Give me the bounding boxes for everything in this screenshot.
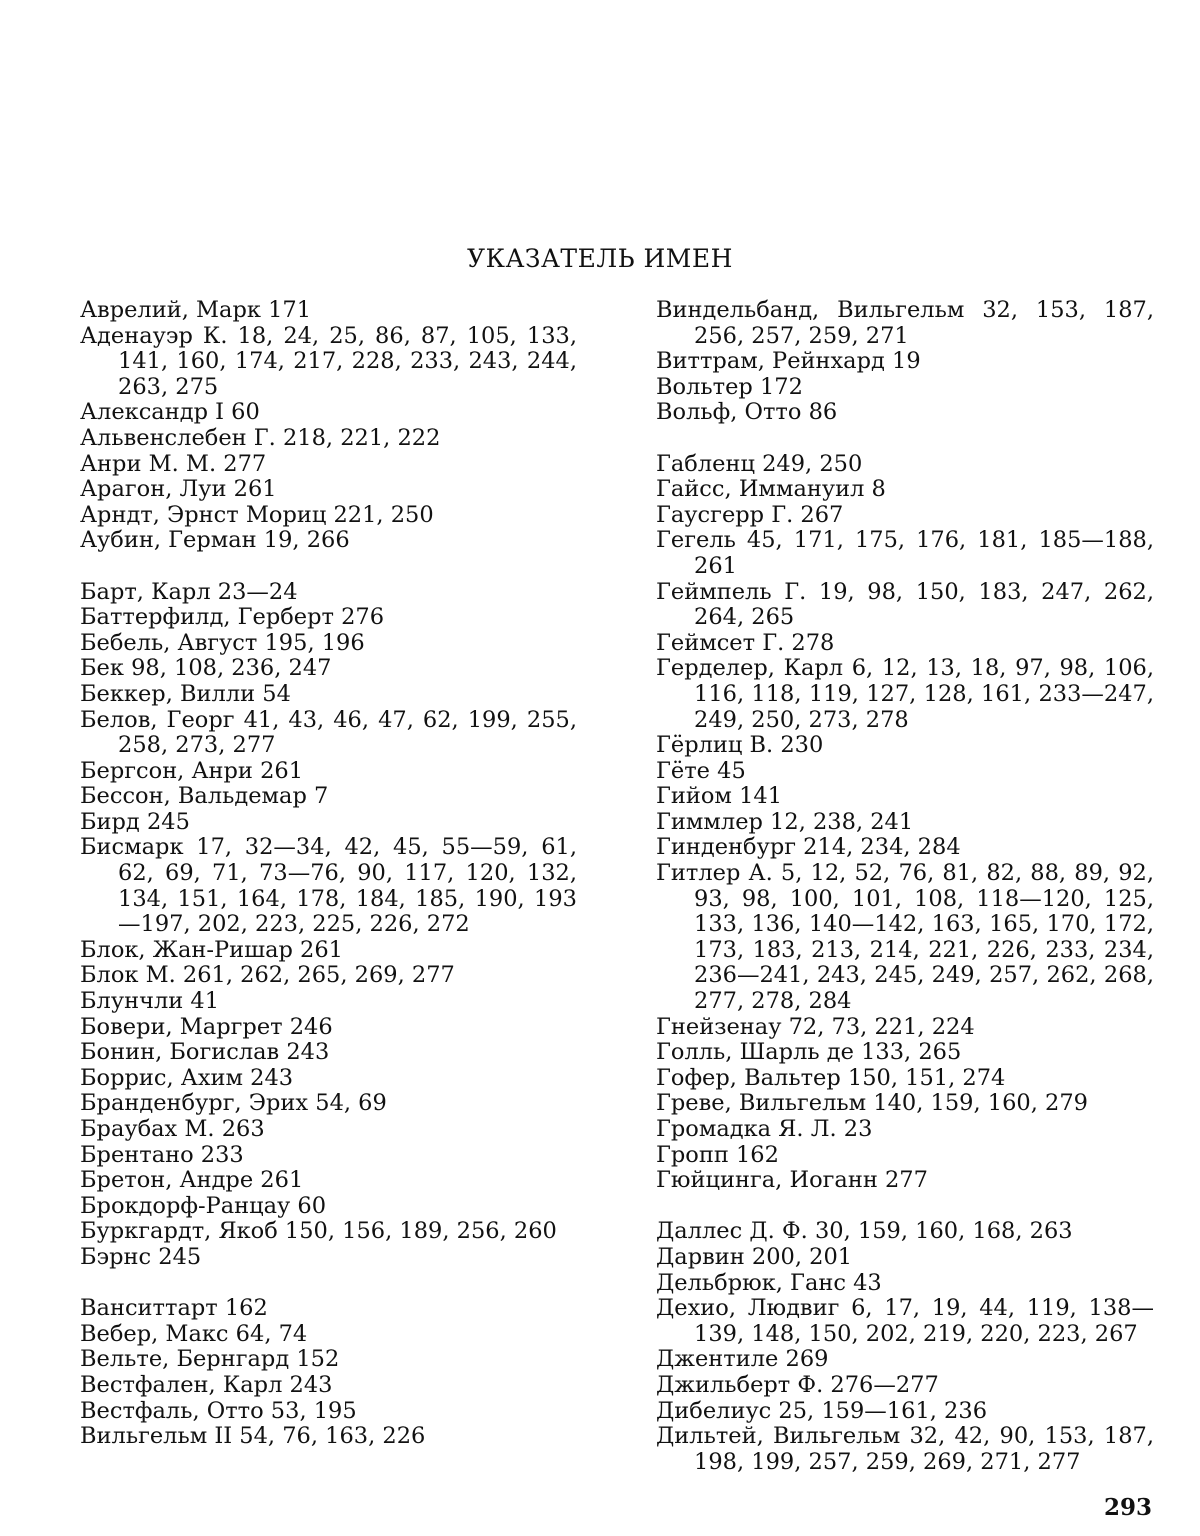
index-entry: Геймсет Г. 278 (656, 629, 835, 656)
index-entry: Дельбрюк, Ганс 43 (656, 1269, 882, 1296)
index-entry: Гнейзенау 72, 73, 221, 224 (656, 1013, 975, 1040)
index-entry: Белов, Георг 41, 43, 46, 47, 62, 199, 255, 258, 273, 277 (80, 706, 577, 759)
index-entry: Гёте 45 (656, 757, 746, 784)
index-entry: Боррис, Ахим 243 (80, 1064, 294, 1091)
index-entry: Ванситтарт 162 (80, 1295, 268, 1322)
index-entry: Габленц 249, 250 (656, 450, 863, 477)
index-entry: Бирд 245 (80, 808, 190, 835)
index-entry: Аубин, Герман 19, 266 (80, 527, 350, 554)
index-column-right (656, 298, 1154, 1475)
index-entry: Гинденбург 214, 234, 284 (656, 834, 961, 861)
index-entry: Блунчли 41 (80, 988, 220, 1015)
letter-group-gap (656, 426, 1154, 452)
index-entry: Блок, Жан-Ришар 261 (80, 936, 344, 963)
index-entry: Гюйцинга, Иоганн 277 (656, 1167, 928, 1194)
letter-group-gap (656, 1194, 1154, 1220)
index-entry: Геймпель Г. 19, 98, 150, 183, 247, 262, 264, 265 (656, 578, 1154, 631)
index-entry: Виндельбанд, Вильгельм 32, 153, 187, 256, 257, 259, 271 (656, 297, 1154, 349)
index-entry: Вельте, Бернгард 152 (80, 1346, 340, 1373)
index-entry: Баттерфилд, Герберт 276 (80, 604, 385, 631)
index-entry: Дехио, Людвиг 6, 17, 19, 44, 119, 138—139, 148, 150, 202, 219, 220, 223, 267 (656, 1295, 1154, 1347)
index-entry: Гегель 45, 171, 175, 176, 181, 185—188, 261 (656, 527, 1154, 579)
index-entry: Анри М. М. 277 (80, 450, 267, 477)
page-number: 293 (1103, 1494, 1152, 1521)
index-entry: Бовери, Маргрет 246 (80, 1013, 333, 1040)
letter-group-gap (80, 1271, 577, 1297)
index-entry: Вестфаль, Отто 53, 195 (80, 1397, 357, 1424)
index-entry: Дарвин 200, 201 (656, 1243, 853, 1270)
index-entry: Альвенслебен Г. 218, 221, 222 (80, 424, 441, 451)
index-entry: Гёрлиц В. 230 (656, 732, 824, 759)
index-entry: Виттрам, Рейнхард 19 (656, 348, 921, 375)
index-entry: Дибелиус 25, 159—161, 236 (656, 1397, 988, 1424)
index-entry: Гиммлер 12, 238, 241 (656, 808, 914, 835)
index-entry: Герделер, Карл 6, 12, 13, 18, 97, 98, 106, 116, 118, 119, 127, 128, 161, 233—247, 249, 250, 273, 278 (656, 655, 1154, 733)
index-entry: Арагон, Луи 261 (80, 476, 277, 503)
index-entry: Греве, Вильгельм 140, 159, 160, 279 (656, 1090, 1088, 1117)
index-entry: Вебер, Макс 64, 74 (80, 1320, 308, 1347)
index-entry: Бонин, Богислав 243 (80, 1039, 330, 1066)
index-entry: Громадка Я. Л. 23 (656, 1116, 873, 1142)
index-entry: Беккер, Вилли 54 (80, 680, 291, 707)
index-entry: Аденауэр К. 18, 24, 25, 86, 87, 105, 133, 141, 160, 174, 217, 228, 233, 243, 244, 263, 275 (80, 322, 577, 400)
index-entry: Брентано 233 (80, 1141, 244, 1168)
index-entry: Бэрнс 245 (80, 1243, 202, 1270)
index-entry: Блок М. 261, 262, 265, 269, 277 (80, 962, 455, 989)
index-entry: Гаусгерр Г. 267 (656, 501, 844, 528)
index-entry: Брокдорф-Ранцау 60 (80, 1192, 327, 1219)
index-entry: Гропп 162 (656, 1141, 779, 1168)
index-entry: Аврелий, Марк 171 (80, 297, 312, 323)
index-entry: Вестфален, Карл 243 (80, 1371, 333, 1398)
index-entry: Бек 98, 108, 236, 247 (80, 655, 332, 682)
index-entry: Вильгельм II 54, 76, 163, 226 (80, 1423, 426, 1450)
letter-group-gap (80, 554, 577, 580)
index-entry: Джентиле 269 (656, 1346, 829, 1373)
index-entry: Гайсс, Иммануил 8 (656, 476, 886, 503)
index-entry: Бранденбург, Эрих 54, 69 (80, 1090, 387, 1117)
index-entry: Буркгардт, Якоб 150, 156, 189, 256, 260 (80, 1218, 557, 1245)
index-entry: Бессон, Вальдемар 7 (80, 783, 329, 810)
index-entry: Голль, Шарль де 133, 265 (656, 1039, 962, 1066)
index-entry: Арндт, Эрнст Мориц 221, 250 (80, 501, 434, 528)
index-entry: Бретон, Андре 261 (80, 1167, 304, 1194)
index-entry: Гитлер А. 5, 12, 52, 76, 81, 82, 88, 89, 92, 93, 98, 100, 101, 108, 118—120, 125, 133, 136, 140—142, 163, 165, 170, 172, 173, 183, 213, 214, 221, 226, 233, 234, 236—241, 243, 245, 249, 257, 262, 268, 277, 278, 284 (656, 860, 1154, 1015)
index-entry: Бебель, Август 195, 196 (80, 629, 365, 656)
index-entry: Бисмарк 17, 32—34, 42, 45, 55—59, 61, 62, 69, 71, 73—76, 90, 117, 120, 132, 134, 151, 164, 178, 184, 185, 190, 193—197, 202, 223, 225, 226, 272 (80, 834, 577, 938)
index-entry: Гийом 141 (656, 783, 783, 810)
index-entry: Бергсон, Анри 261 (80, 757, 304, 784)
index-entry: Вольтер 172 (656, 373, 803, 400)
index-entry: Вольф, Отто 86 (656, 399, 838, 426)
index-column-left (80, 298, 577, 1450)
page-title: УКАЗАТЕЛЬ ИМЕН (467, 244, 733, 273)
index-entry: Дильтей, Вильгельм 32, 42, 90, 153, 187, 198, 199, 257, 259, 269, 271, 277 (656, 1423, 1154, 1475)
index-entry: Барт, Карл 23—24 (80, 578, 298, 605)
index-entry: Браубах М. 263 (80, 1116, 265, 1142)
index-entry: Александр I 60 (80, 399, 260, 426)
index-entry: Гофер, Вальтер 150, 151, 274 (656, 1064, 1006, 1091)
index-entry: Даллес Д. Ф. 30, 159, 160, 168, 263 (656, 1218, 1073, 1245)
index-entry: Джильберт Ф. 276—277 (656, 1371, 939, 1398)
